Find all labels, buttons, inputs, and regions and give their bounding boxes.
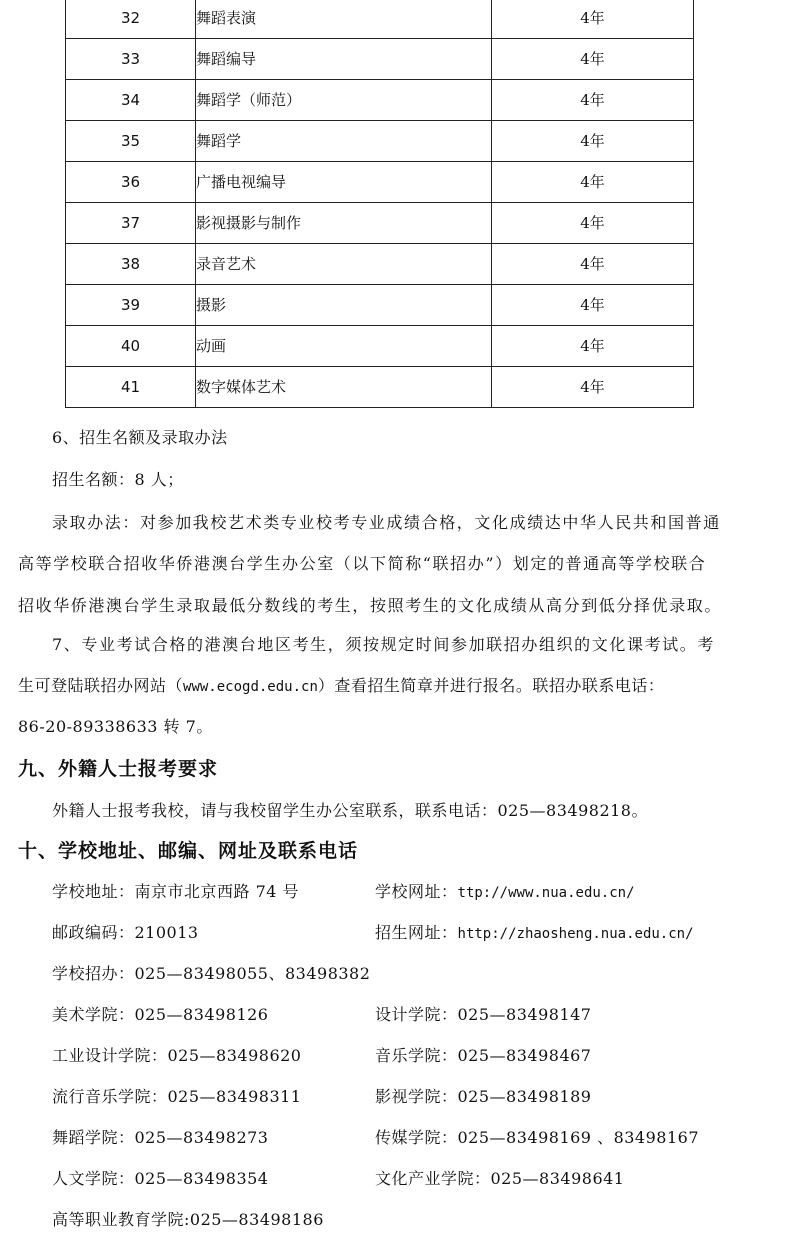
dance-phone: 舞蹈学院：025—83498273 [52,1128,269,1147]
table-row [66,162,694,203]
fine-arts-phone: 美术学院：025—83498126 [52,1005,269,1024]
major-name: 数字媒体艺术 [196,367,492,408]
music-phone: 音乐学院：025—83498467 [375,1046,592,1065]
row-number: 34 [66,80,196,121]
row-number: 40 [66,326,196,367]
major-name: 广播电视编导 [196,162,492,203]
school-website [375,881,635,904]
row-number: 32 [66,0,196,39]
quota-text: 招生名额：8 人； [52,470,184,489]
row-number: 33 [66,39,196,80]
admission-website [375,922,694,945]
row-number: 37 [66,203,196,244]
study-duration: 4年 [492,80,694,121]
major-name: 摄影 [196,285,492,326]
table-row [66,244,694,285]
section7-line-2 [18,675,664,698]
major-name: 舞蹈编导 [196,39,492,80]
study-duration: 4年 [492,162,694,203]
admission-line-3: 招收华侨港澳台学生录取最低分数线的考生，按照考生的文化成绩从高分到低分择优录取。 [18,596,723,615]
vocational-phone: 高等职业教育学院:025—83498186 [52,1210,324,1229]
table-row [66,367,694,408]
majors-table-body [66,0,694,408]
table-row [66,326,694,367]
admission-line-1: 录取办法：对参加我校艺术类专业校考专业成绩合格，文化成绩达中华人民共和国普通 [52,513,721,532]
admission-website-label: 招生网址： [375,923,458,942]
table-row [66,80,694,121]
study-duration: 4年 [492,39,694,80]
admission-line-2: 高等学校联合招收华侨港澳台学生办公室（以下简称“联招办”）划定的普通高等学校联合 [18,554,707,573]
major-name: 录音艺术 [196,244,492,285]
humanities-phone: 人文学院：025—83498354 [52,1169,269,1188]
school-address: 学校地址：南京市北京西路 74 号 [52,882,300,901]
row-number: 35 [66,121,196,162]
media-phone: 传媒学院：025—83498169 、83498167 [375,1128,700,1147]
section7-line-3: 86-20-89338633 转 7。 [18,717,213,736]
pop-music-phone: 流行音乐学院：025—83498311 [52,1087,302,1106]
major-name: 动画 [196,326,492,367]
admission-website-link[interactable]: http://zhaosheng.nua.edu.cn/ [457,926,694,942]
cultural-industry-phone: 文化产业学院：025—83498641 [375,1169,625,1188]
film-phone: 影视学院：025—83498189 [375,1087,592,1106]
design-phone: 设计学院：025—83498147 [375,1005,592,1024]
row-number: 41 [66,367,196,408]
study-duration: 4年 [492,367,694,408]
section7-line-1: 7、专业考试合格的港澳台地区考生，须按规定时间参加联招办组织的文化课考试。考 [52,635,715,654]
major-name: 舞蹈学 [196,121,492,162]
school-admission-office-phone: 学校招办：025—83498055、83498382 [52,964,371,983]
study-duration: 4年 [492,121,694,162]
industrial-design-phone: 工业设计学院：025—83498620 [52,1046,302,1065]
section7-line-2-post: ）查看招生简章并进行报名。联招办联系电话： [317,676,665,695]
table-row [66,121,694,162]
school-website-label: 学校网址： [375,882,458,901]
table-row [66,203,694,244]
study-duration: 4年 [492,285,694,326]
major-name: 影视摄影与制作 [196,203,492,244]
foreign-text: 外籍人士报考我校，请与我校留学生办公室联系，联系电话：025—83498218。 [52,801,648,820]
majors-table [65,0,694,408]
major-name: 舞蹈学（师范） [196,80,492,121]
row-number: 38 [66,244,196,285]
ecogd-link[interactable]: www.ecogd.edu.cn [183,679,318,695]
row-number: 39 [66,285,196,326]
study-duration: 4年 [492,0,694,39]
heading-contact-info: 十、学校地址、邮编、网址及联系电话 [18,840,359,862]
section6-title: 6、招生名额及录取办法 [52,428,228,447]
major-name: 舞蹈表演 [196,0,492,39]
table-row [66,285,694,326]
study-duration: 4年 [492,326,694,367]
postcode: 邮政编码：210013 [52,923,199,942]
school-website-link[interactable]: ttp://www.nua.edu.cn/ [457,885,635,901]
row-number: 36 [66,162,196,203]
study-duration: 4年 [492,203,694,244]
table-row [66,0,694,39]
section7-line-2-pre: 生可登陆联招办网站（ [18,676,184,695]
study-duration: 4年 [492,244,694,285]
table-row [66,39,694,80]
heading-foreign-applicants: 九、外籍人士报考要求 [18,758,219,780]
